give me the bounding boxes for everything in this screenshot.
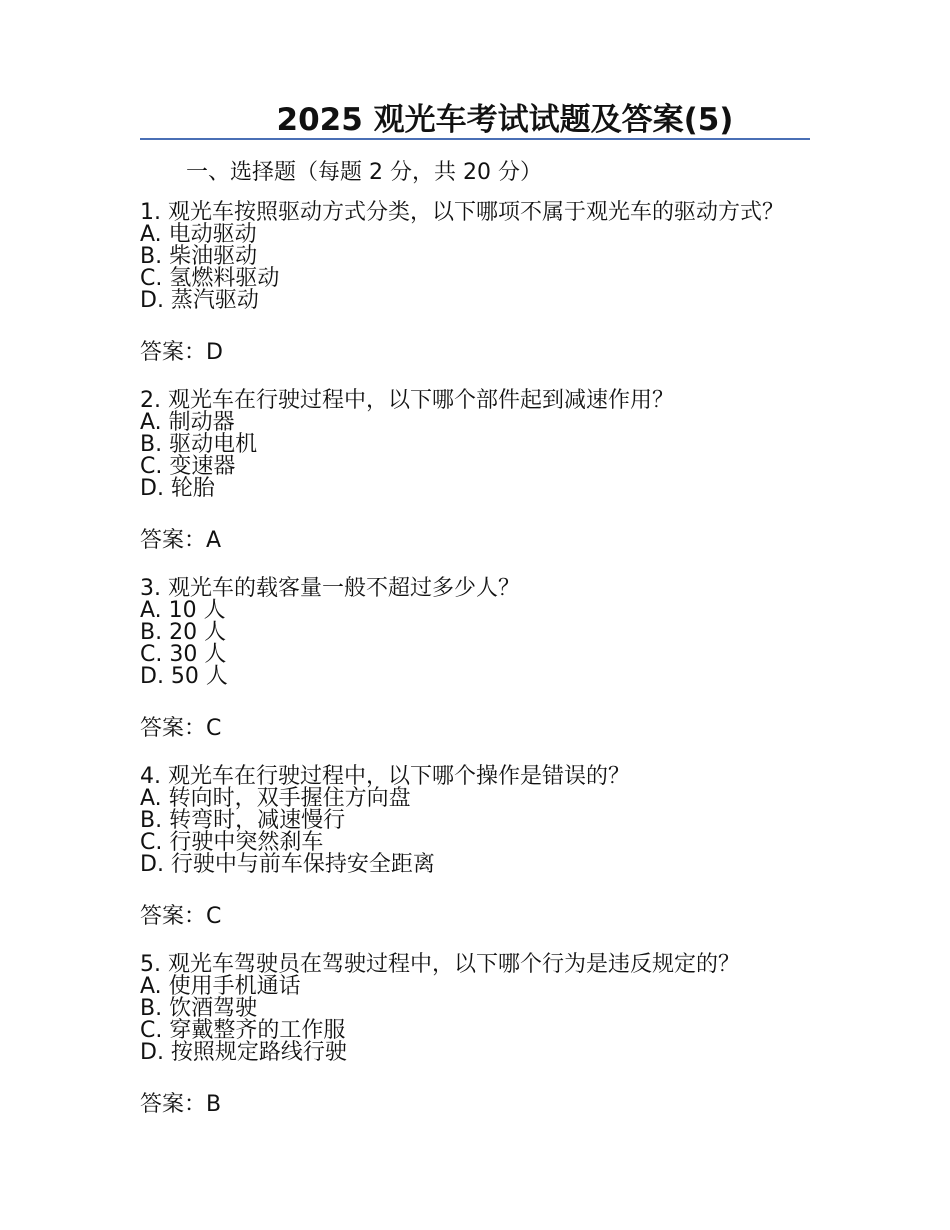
option-c: C. 氢燃料驱动 [140, 266, 280, 291]
option-c: C. 穿戴整齐的工作服 [140, 1018, 346, 1043]
option-b: B. 20 人 [140, 620, 227, 645]
option-b: B. 柴油驱动 [140, 244, 258, 269]
question-stem: 4. 观光车在行驶过程中，以下哪个操作是错误的？ [140, 764, 630, 789]
option-d: D. 蒸汽驱动 [140, 288, 259, 313]
question-3 [140, 578, 800, 744]
option-a: A. 转向时，双手握住方向盘 [140, 786, 411, 811]
option-a: A. 电动驱动 [140, 222, 257, 247]
option-c: C. 变速器 [140, 454, 236, 479]
question-stem: 5. 观光车驾驶员在驾驶过程中，以下哪个行为是违反规定的？ [140, 952, 740, 977]
option-d: D. 50 人 [140, 664, 228, 689]
question-stem: 3. 观光车的载客量一般不超过多少人？ [140, 576, 520, 601]
option-d: D. 轮胎 [140, 476, 215, 501]
option-a: A. 10 人 [140, 598, 226, 623]
question-4 [140, 766, 800, 932]
answer-text: 答案：D [140, 340, 223, 365]
option-b: B. 饮酒驾驶 [140, 996, 258, 1021]
option-c: C. 30 人 [140, 642, 227, 667]
option-d: D. 按照规定路线行驶 [140, 1040, 347, 1065]
question-2 [140, 390, 800, 556]
question-stem: 1. 观光车按照驱动方式分类，以下哪项不属于观光车的驱动方式？ [140, 200, 784, 225]
option-a: A. 使用手机通话 [140, 974, 301, 999]
option-c: C. 行驶中突然刹车 [140, 830, 324, 855]
option-b: B. 转弯时，减速慢行 [140, 808, 346, 833]
answer-text: 答案：B [140, 1092, 222, 1117]
answer-text: 答案：C [140, 904, 222, 929]
option-b: B. 驱动电机 [140, 432, 258, 457]
answer-text: 答案：C [140, 716, 222, 741]
question-list [140, 202, 800, 1142]
title-underline [140, 138, 810, 140]
answer-text: 答案：A [140, 528, 222, 553]
option-d: D. 行驶中与前车保持安全距离 [140, 852, 435, 877]
option-a: A. 制动器 [140, 410, 235, 435]
section-heading: 一、选择题（每题 2 分，共 20 分） [186, 160, 542, 185]
question-stem: 2. 观光车在行驶过程中，以下哪个部件起到减速作用？ [140, 388, 674, 413]
page-title: 2025 观光车考试试题及答案(5) [276, 102, 734, 138]
question-5 [140, 954, 800, 1120]
question-1 [140, 202, 800, 368]
